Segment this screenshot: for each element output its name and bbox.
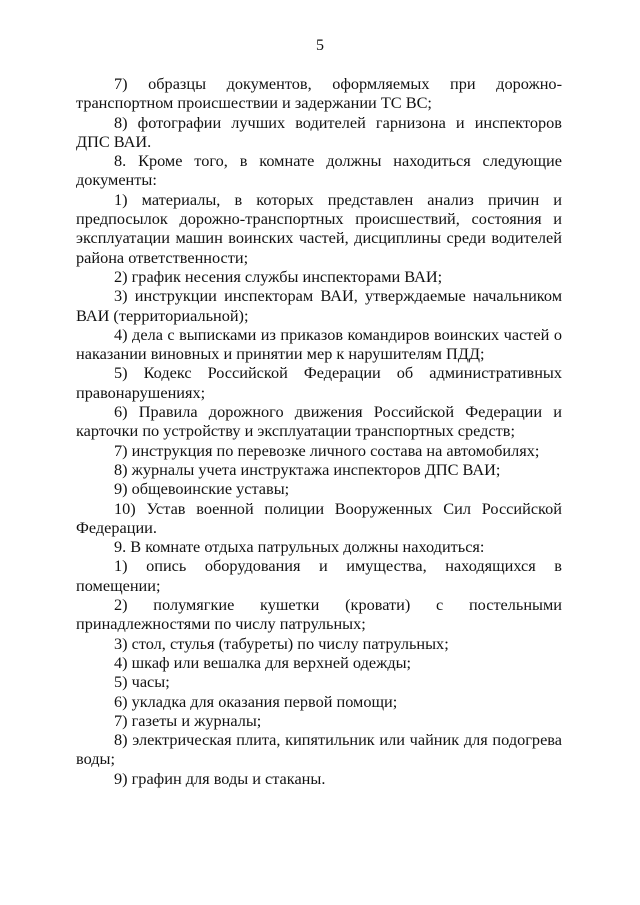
paragraph: 9) графин для воды и стаканы. bbox=[114, 768, 326, 788]
paragraph: 7) образцы документов, оформляемых при дорожно-транспортном происшествии и задержании ТС ВС; bbox=[76, 74, 562, 113]
paragraph: 6) Правила дорожного движения Российской Федерации и карточки по устройству и эксплуатации транспортных средств; bbox=[76, 402, 562, 441]
paragraph: 9. В комнате отдыха патрульных должны находиться: bbox=[114, 537, 485, 557]
paragraph: 7) газеты и журналы; bbox=[114, 710, 262, 730]
paragraph: 5) часы; bbox=[114, 672, 170, 692]
paragraph: 2) полумягкие кушетки (кровати) с постельными принадлежностями по числу патрульных; bbox=[76, 595, 562, 634]
paragraph: 8) фотографии лучших водителей гарнизона и инспекторов ДПС ВАИ. bbox=[76, 112, 562, 151]
paragraph: 8) журналы учета инструктажа инспекторов ДПС ВАИ; bbox=[114, 459, 501, 479]
paragraph: 8) электрическая плита, кипятильник или чайник для подогрева воды; bbox=[76, 730, 562, 769]
paragraph: 2) график несения службы инспекторами ВАИ; bbox=[114, 266, 443, 286]
document-body bbox=[76, 74, 562, 788]
paragraph: 6) укладка для оказания первой помощи; bbox=[114, 691, 398, 711]
paragraph: 1) опись оборудования и имущества, находящихся в помещении; bbox=[76, 556, 562, 595]
paragraph: 4) шкаф или вешалка для верхней одежды; bbox=[114, 652, 412, 672]
page-number: 5 bbox=[316, 37, 324, 54]
paragraph: 7) инструкция по перевозке личного состава на автомобилях; bbox=[114, 440, 540, 460]
paragraph: 3) стол, стулья (табуреты) по числу патрульных; bbox=[114, 633, 449, 653]
paragraph: 4) дела с выписками из приказов командиров воинских частей о наказании виновных и принятии мер к нарушителям ПДД; bbox=[76, 324, 562, 364]
paragraph: 1) материалы, в которых представлен анализ причин и предпосылок дорожно-транспортных происшествий, состояния и эксплуатации машин воинских частей, дисциплины среди водителей района ответственности; bbox=[76, 189, 562, 267]
paragraph: 5) Кодекс Российской Федерации об административных правонарушениях; bbox=[76, 363, 562, 402]
paragraph: 8. Кроме того, в комнате должны находиться следующие документы: bbox=[76, 151, 562, 190]
paragraph: 10) Устав военной полиции Вооруженных Сил Российской Федерации. bbox=[76, 498, 562, 537]
paragraph: 9) общевоинские уставы; bbox=[114, 479, 290, 499]
paragraph: 3) инструкции инспекторам ВАИ, утверждаемые начальником ВАИ (территориальной); bbox=[76, 286, 562, 325]
